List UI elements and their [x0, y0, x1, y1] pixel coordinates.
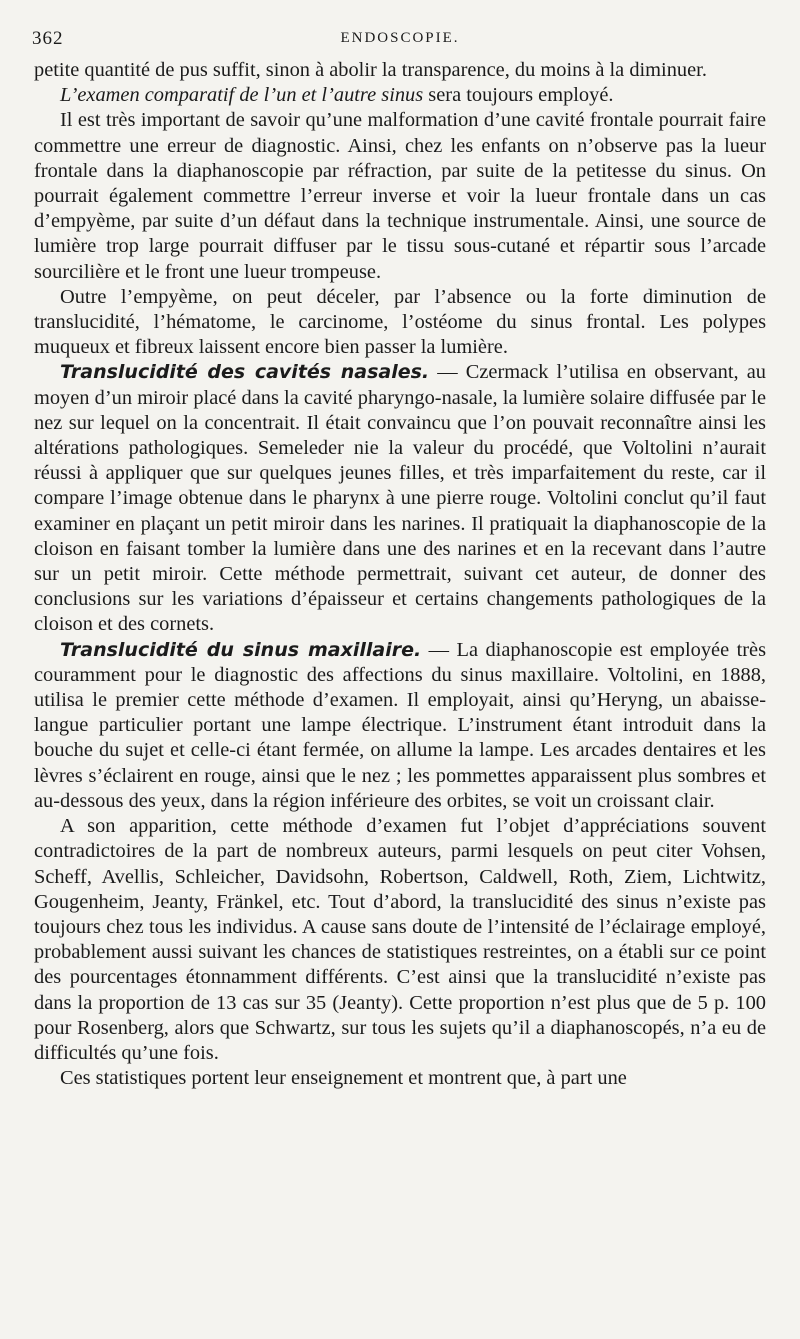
paragraph-3: Il est très important de savoir qu’une malformation d’une cavité frontale pourrait faire commettre une erreur de diagnostic. Ainsi, chez les enfants on n’observe pas la lueur frontale dans la diaphanoscopie par réfraction, par suite de la petitesse du sinus. On pourrait également commettre l’erreur inverse et voir la lueur frontale dans un cas d’empyème, par suite d’un défaut dans la technique instrumentale. Ainsi, une source de lumière trop large pourrait diffuser par le tissu sous-cutané et répartir sous l’arcade sourcilière et le front une lueur trompeuse. — [34, 109, 766, 283]
paragraph-6-text: — La diaphanoscopie est employée très couramment pour le diagnostic des affections du sinus maxillaire. Voltolini, en 1888, utilisa le premier cette méthode d’examen. Il employait, ainsi qu’Heryng, un abaisse-langue particulier portant une lampe électrique. L’instrument étant introduit dans la bouche du sujet et celle-ci étant fermée, on allume la lampe. Les arcades dentaires et les lèvres s’éclairent en rouge, ainsi que le nez ; les pommettes apparaissent plus sombres et au-dessous des yeux, dans la région inférieure des orbites, se voit un croissant clair. — [34, 638, 767, 812]
paragraph-5-text: — Czermack l’utilisa en observant, au moyen d’un miroir placé dans la cavité pharyngo-nasale, la lumière solaire diffusée par le nez sur lequel on la concentrait. Il était convaincu que l’on pouvait reconnaître ainsi les altérations pathologiques. Semeleder nie la valeur du procédé, que Voltolini n’aurait réussi à appliquer que sur quelques jeunes filles, et très imparfaitement du reste, car il compare l’image obtenue dans le pharynx à une pierre rouge. Voltolini conclut qu’il faut examiner en plaçant un petit miroir dans les narines. Il pratiquait la diaphanoscopie de la cloison en faisant tomber la lumière dans une des narines et en la recevant dans l’autre sur un petit miroir. Cette méthode permettrait, suivant cet auteur, de donner des conclusions sur les variations d’épaisseur et certains changements pathologiques de la cloison et des cornets. — [34, 361, 766, 636]
paragraph-6 — [34, 638, 766, 814]
page-header — [32, 28, 768, 54]
section-heading-nasal: Translucidité des cavités nasales. — [60, 361, 430, 384]
italic-lead: L’examen comparatif de l’un et l’autre sinus — [60, 84, 424, 107]
paragraph-2-text: sera toujours employé. — [423, 84, 614, 107]
page-number: 362 — [32, 28, 64, 49]
paragraph-4: Outre l’empyème, on peut déceler, par l’absence ou la forte diminution de translucidité, l’hématome, le carcinome, l’ostéome du sinus frontal. Les polypes muqueux et fibreux laissent encore bien passer la lumière. — [34, 285, 766, 359]
paragraph-1: petite quantité de pus suffit, sinon à abolir la transparence, du moins à la diminuer. — [34, 59, 707, 81]
paragraph-2 — [34, 83, 766, 108]
paragraph-5 — [34, 360, 766, 637]
body-text — [34, 58, 766, 1091]
paragraph-8: Ces statistiques portent leur enseignement et montrent que, à part une — [60, 1067, 627, 1090]
paragraph-7: A son apparition, cette méthode d’examen fut l’objet d’appréciations souvent contradictoires de la part de nombreux auteurs, parmi lesquels on peut citer Vohsen, Scheff, Avellis, Schleicher, Davidsohn, Robertson, Caldwell, Roth, Ziem, Lichtwitz, Gougenheim, Jeanty, Fränkel, etc. Tout d’abord, la translucidité des sinus n’existe pas toujours chez tous les individus. A cause sans doute de l’intensité de l’éclairage employé, probablement aussi suivant les chances de statistiques restreintes, on a établi sur ce point des pourcentages étonnamment différents. C’est ainsi que la translucidité n’existe pas dans la proportion de 13 cas sur 35 (Jeanty). Cette proportion n’est plus que de 5 p. 100 pour Rosenberg, alors que Schwartz, sur tous les sujets qu’il a diaphanoscopés, n’a eu de difficultés qu’une fois. — [34, 815, 766, 1064]
running-title: ENDOSCOPIE. — [340, 30, 460, 46]
section-heading-maxillary: Translucidité du sinus maxillaire. — [60, 638, 422, 661]
